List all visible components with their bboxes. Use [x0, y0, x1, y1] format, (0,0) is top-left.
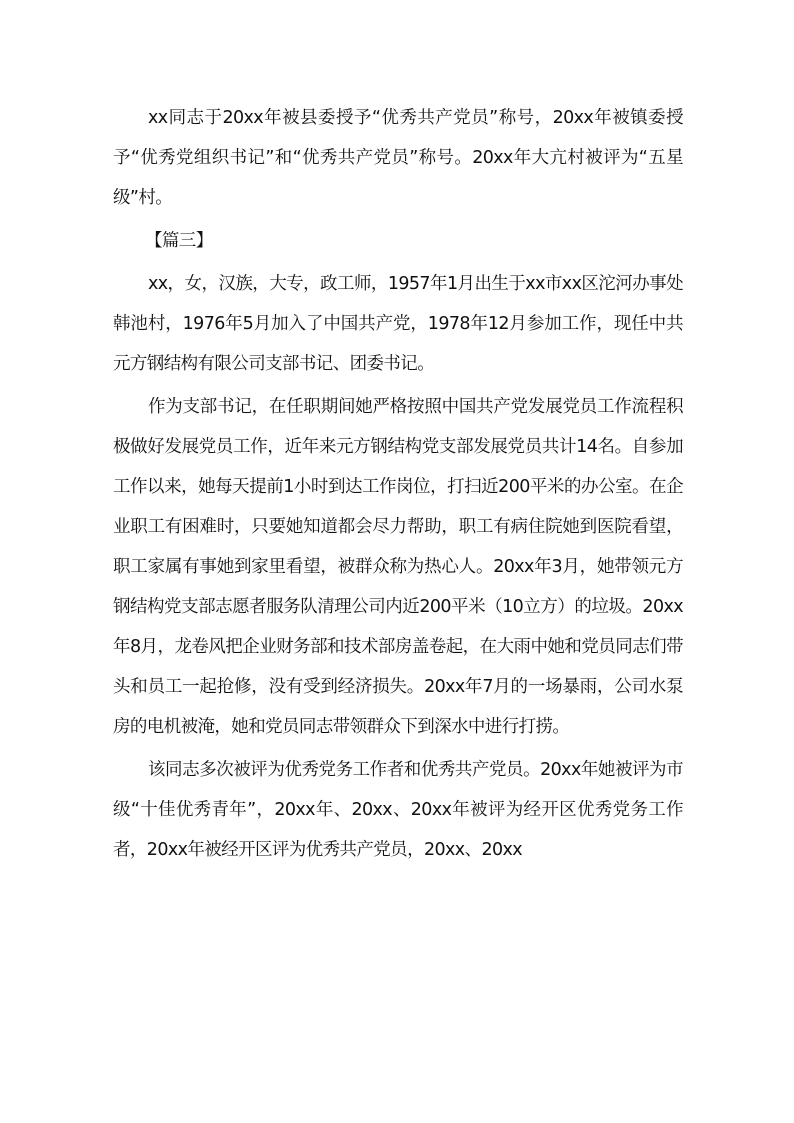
paragraph-work-deeds: 作为支部书记，在任职期间她严格按照中国共产党发展党员工作流程积极做好发展党员工作，近年来元方钢结构党支部发展党员共计14名。自参加工作以来，她每天提前1小时到达工作岗位，打扫近200平米的办公室。在企业职工有困难时，只要她知道都会尽力帮助，职工有病住院她到医院看望，职工家属有事她到家里看望，被群众称为热心人。20xx年3月，她带领元方钢结构党支部志愿者服务队清理公司内近200平米（10立方）的垃圾。20xx年8月，龙卷风把企业财务部和技术部房盖卷起，在大雨中她和党员同志们带头和员工一起抢修，没有受到经济损失。20xx年7月的一场暴雨，公司水泵房的电机被淹，她和党员同志带领群众下到深水中进行打捞。 [113, 397, 683, 737]
section-heading-part-three: 【篇三】 [145, 231, 213, 251]
paragraph-awards: 该同志多次被评为优秀党务工作者和优秀共产党员。20xx年她被评为市级“十佳优秀青年”，20xx年、20xx、20xx年被评为经开区优秀党务工作者，20xx年被经开区评为优秀共产党员，20xx、20xx [113, 760, 683, 860]
paragraph-personal-profile: xx，女，汉族，大专，政工师，1957年1月出生于xx市xx区沱河办事处韩池村，1976年5月加入了中国共产党，1978年12月参加工作，现任中共元方钢结构有限公司支部书记、团委书记。 [113, 274, 683, 374]
document-body [113, 98, 683, 870]
paragraph-honors-intro: xx同志于20xx年被县委授予“优秀共产党员”称号，20xx年被镇委授予“优秀党组织书记”和“优秀共产党员”称号。20xx年大亢村被评为“五星级”村。 [113, 108, 683, 208]
